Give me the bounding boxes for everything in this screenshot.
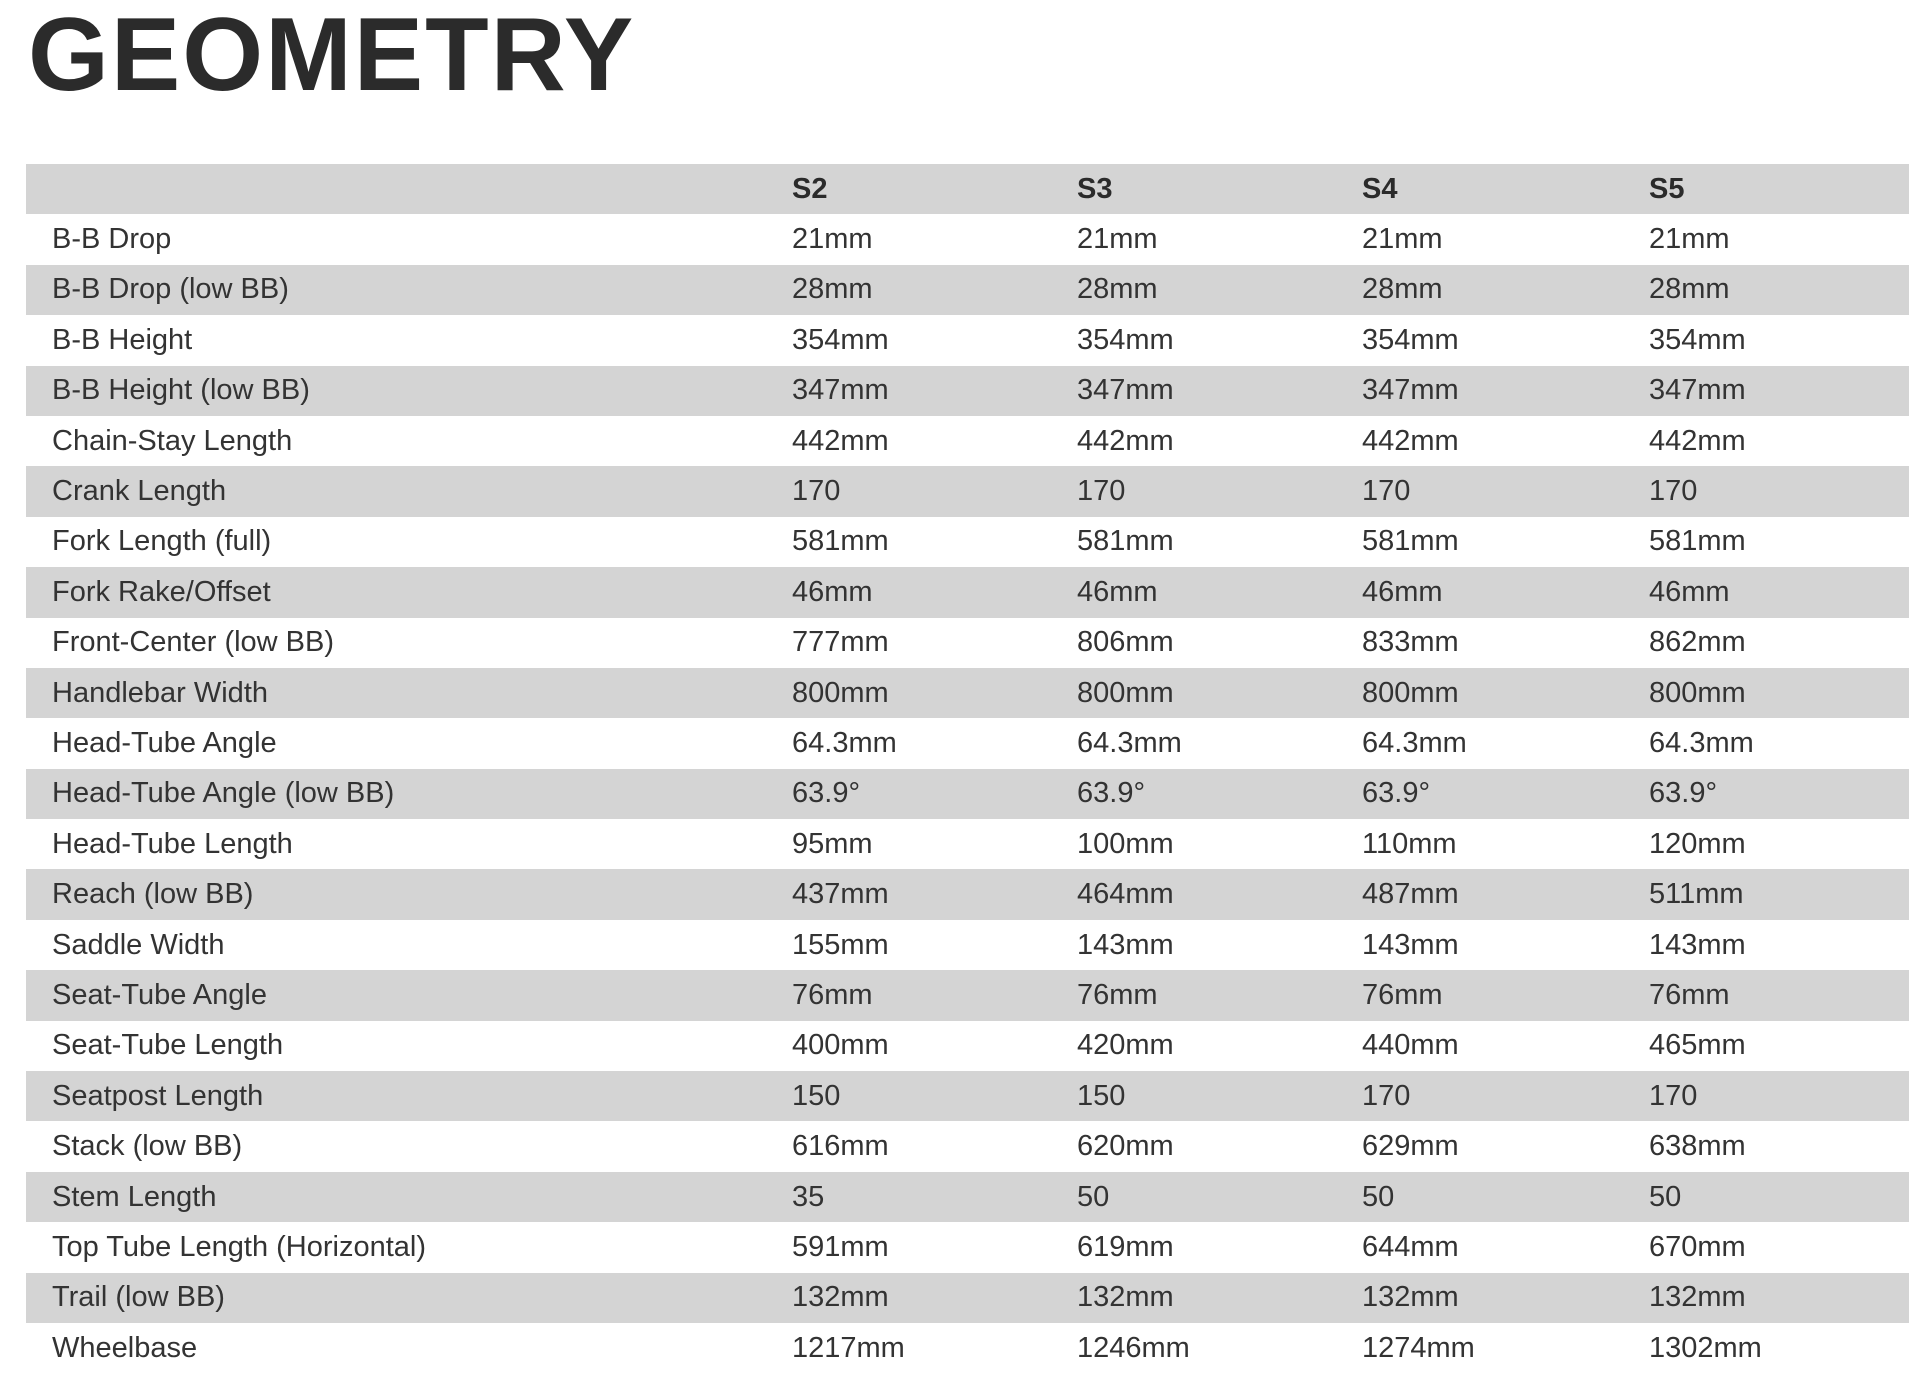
value-cell: 638mm <box>1649 1130 1746 1163</box>
value-cell: 347mm <box>1649 374 1746 407</box>
value-cell: 100mm <box>1077 827 1174 860</box>
row-label: Front-Center (low BB) <box>52 626 335 659</box>
table-row <box>26 920 1909 970</box>
value-cell: 777mm <box>792 626 889 659</box>
value-cell: 76mm <box>1649 978 1730 1011</box>
value-cell: 833mm <box>1362 626 1459 659</box>
value-cell: 76mm <box>1362 978 1443 1011</box>
value-cell: 46mm <box>1362 575 1443 608</box>
row-label: Reach (low BB) <box>52 878 254 911</box>
value-cell: 50 <box>1649 1180 1682 1213</box>
geometry-table <box>26 164 1909 1373</box>
table-row <box>26 718 1909 768</box>
value-cell: 64.3mm <box>792 726 897 759</box>
value-cell: 28mm <box>792 273 873 306</box>
value-cell: 170 <box>1649 1079 1698 1112</box>
value-cell: 619mm <box>1077 1230 1174 1263</box>
value-cell: 581mm <box>1077 525 1174 558</box>
value-cell: 21mm <box>1649 223 1730 256</box>
value-cell: 46mm <box>1649 575 1730 608</box>
table-row <box>26 466 1909 516</box>
row-label: Chain-Stay Length <box>52 424 293 457</box>
header-size-s2: S2 <box>792 172 828 205</box>
value-cell: 1302mm <box>1649 1331 1762 1364</box>
table-row <box>26 366 1909 416</box>
table-row <box>26 214 1909 264</box>
row-label: Seatpost Length <box>52 1079 264 1112</box>
value-cell: 800mm <box>1649 676 1746 709</box>
table-row <box>26 1273 1909 1323</box>
value-cell: 155mm <box>792 928 889 961</box>
value-cell: 64.3mm <box>1362 726 1467 759</box>
value-cell: 21mm <box>792 223 873 256</box>
value-cell: 170 <box>1362 1079 1411 1112</box>
value-cell: 170 <box>1077 475 1126 508</box>
value-cell: 1217mm <box>792 1331 905 1364</box>
value-cell: 347mm <box>1077 374 1174 407</box>
value-cell: 28mm <box>1649 273 1730 306</box>
value-cell: 143mm <box>1649 928 1746 961</box>
value-cell: 143mm <box>1362 928 1459 961</box>
table-row <box>26 416 1909 466</box>
table-row <box>26 1323 1909 1373</box>
value-cell: 354mm <box>1649 323 1746 356</box>
value-cell: 76mm <box>792 978 873 1011</box>
row-label: Head-Tube Angle (low BB) <box>52 777 395 810</box>
row-label: Handlebar Width <box>52 676 268 709</box>
header-size-s5: S5 <box>1649 172 1685 205</box>
value-cell: 170 <box>1649 475 1698 508</box>
value-cell: 862mm <box>1649 626 1746 659</box>
value-cell: 487mm <box>1362 878 1459 911</box>
row-label: Head-Tube Length <box>52 827 293 860</box>
row-label: Top Tube Length (Horizontal) <box>52 1230 426 1263</box>
row-label: Fork Rake/Offset <box>52 575 271 608</box>
value-cell: 806mm <box>1077 626 1174 659</box>
value-cell: 150 <box>1077 1079 1126 1112</box>
value-cell: 64.3mm <box>1649 726 1754 759</box>
value-cell: 132mm <box>1362 1281 1459 1314</box>
table-row <box>26 567 1909 617</box>
row-label: Seat-Tube Length <box>52 1029 284 1062</box>
value-cell: 28mm <box>1362 273 1443 306</box>
value-cell: 1246mm <box>1077 1331 1190 1364</box>
value-cell: 644mm <box>1362 1230 1459 1263</box>
value-cell: 800mm <box>1077 676 1174 709</box>
value-cell: 21mm <box>1077 223 1158 256</box>
value-cell: 581mm <box>1649 525 1746 558</box>
value-cell: 800mm <box>1362 676 1459 709</box>
value-cell: 465mm <box>1649 1029 1746 1062</box>
value-cell: 35 <box>792 1180 825 1213</box>
table-row <box>26 315 1909 365</box>
value-cell: 440mm <box>1362 1029 1459 1062</box>
table-row <box>26 517 1909 567</box>
row-label: B-B Drop <box>52 223 172 256</box>
value-cell: 800mm <box>792 676 889 709</box>
value-cell: 400mm <box>792 1029 889 1062</box>
value-cell: 21mm <box>1362 223 1443 256</box>
value-cell: 511mm <box>1649 878 1744 911</box>
value-cell: 132mm <box>1649 1281 1746 1314</box>
value-cell: 50 <box>1077 1180 1110 1213</box>
value-cell: 63.9° <box>1649 777 1718 810</box>
row-label: Seat-Tube Angle <box>52 978 267 1011</box>
value-cell: 95mm <box>792 827 873 860</box>
row-label: Wheelbase <box>52 1331 198 1364</box>
row-label: Head-Tube Angle <box>52 726 277 759</box>
header-label-cell <box>26 164 768 214</box>
value-cell: 442mm <box>1362 424 1459 457</box>
value-cell: 150 <box>792 1079 841 1112</box>
value-cell: 420mm <box>1077 1029 1174 1062</box>
table-row <box>26 668 1909 718</box>
page-title: GEOMETRY <box>28 0 636 113</box>
value-cell: 50 <box>1362 1180 1395 1213</box>
table-header-row <box>26 164 1909 214</box>
table-row <box>26 1222 1909 1272</box>
value-cell: 63.9° <box>792 777 861 810</box>
value-cell: 616mm <box>792 1130 889 1163</box>
row-label: Stem Length <box>52 1180 217 1213</box>
value-cell: 170 <box>1362 475 1411 508</box>
value-cell: 110mm <box>1362 827 1457 860</box>
value-cell: 1274mm <box>1362 1331 1475 1364</box>
row-label: B-B Height (low BB) <box>52 374 310 407</box>
header-size-s4: S4 <box>1362 172 1398 205</box>
value-cell: 437mm <box>792 878 889 911</box>
value-cell: 442mm <box>1077 424 1174 457</box>
value-cell: 591mm <box>792 1230 889 1263</box>
table-row <box>26 1071 1909 1121</box>
row-label: Saddle Width <box>52 928 225 961</box>
value-cell: 354mm <box>1077 323 1174 356</box>
value-cell: 132mm <box>1077 1281 1174 1314</box>
header-size-s3: S3 <box>1077 172 1113 205</box>
value-cell: 354mm <box>792 323 889 356</box>
value-cell: 46mm <box>1077 575 1158 608</box>
table-row <box>26 265 1909 315</box>
row-label: Crank Length <box>52 475 227 508</box>
value-cell: 143mm <box>1077 928 1174 961</box>
row-label: Stack (low BB) <box>52 1130 243 1163</box>
value-cell: 464mm <box>1077 878 1174 911</box>
table-body <box>26 214 1909 1373</box>
row-label: B-B Height <box>52 323 193 356</box>
table-row <box>26 769 1909 819</box>
value-cell: 64.3mm <box>1077 726 1182 759</box>
row-label: B-B Drop (low BB) <box>52 273 289 306</box>
value-cell: 170 <box>792 475 841 508</box>
row-label: Fork Length (full) <box>52 525 272 558</box>
value-cell: 670mm <box>1649 1230 1746 1263</box>
value-cell: 63.9° <box>1362 777 1431 810</box>
table-row <box>26 869 1909 919</box>
value-cell: 120mm <box>1649 827 1746 860</box>
value-cell: 347mm <box>792 374 889 407</box>
value-cell: 46mm <box>792 575 873 608</box>
value-cell: 442mm <box>792 424 889 457</box>
value-cell: 76mm <box>1077 978 1158 1011</box>
value-cell: 581mm <box>1362 525 1459 558</box>
value-cell: 347mm <box>1362 374 1459 407</box>
table-row <box>26 970 1909 1020</box>
value-cell: 581mm <box>792 525 889 558</box>
table-row <box>26 1121 1909 1171</box>
value-cell: 620mm <box>1077 1130 1174 1163</box>
value-cell: 132mm <box>792 1281 889 1314</box>
table-row <box>26 618 1909 668</box>
value-cell: 28mm <box>1077 273 1158 306</box>
value-cell: 442mm <box>1649 424 1746 457</box>
table-row <box>26 819 1909 869</box>
row-label: Trail (low BB) <box>52 1281 225 1314</box>
value-cell: 63.9° <box>1077 777 1146 810</box>
table-row <box>26 1172 1909 1222</box>
value-cell: 354mm <box>1362 323 1459 356</box>
table-row <box>26 1021 1909 1071</box>
value-cell: 629mm <box>1362 1130 1459 1163</box>
